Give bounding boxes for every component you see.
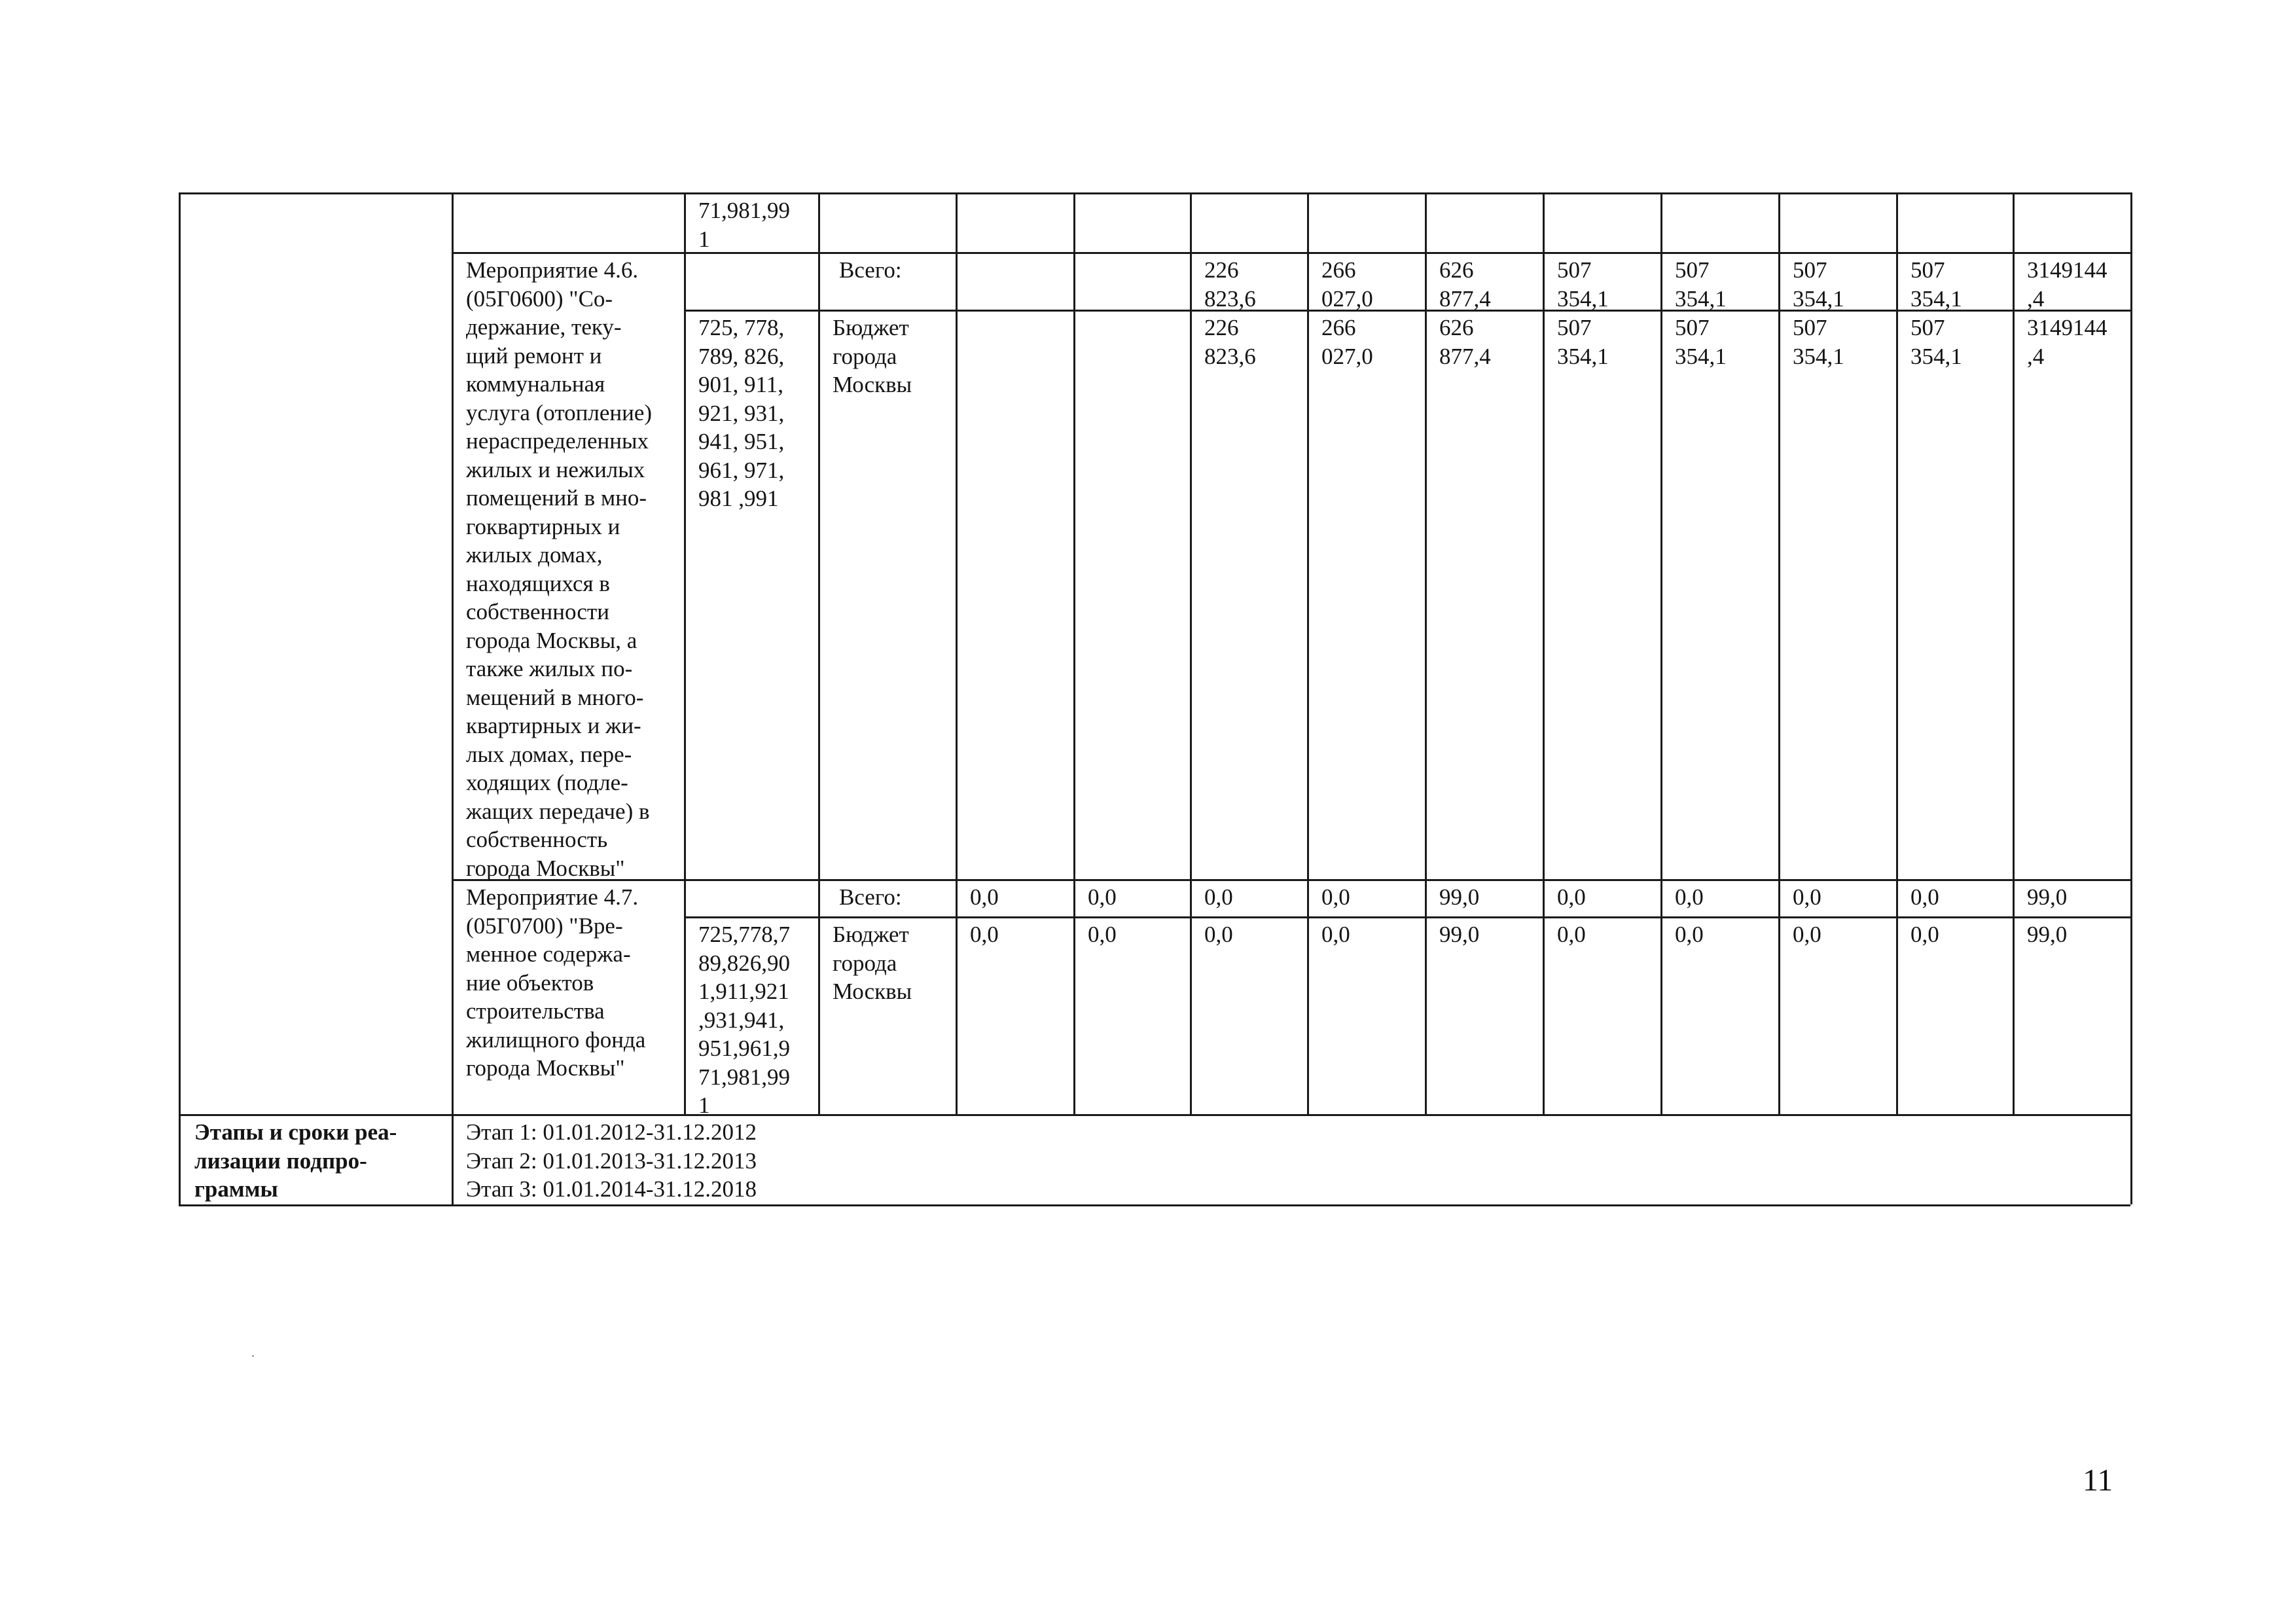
funding-source-label: Бюджет bbox=[833, 922, 909, 947]
measure-title-4-7: ние объектов bbox=[466, 969, 594, 996]
code-cell-text: 1 bbox=[698, 226, 710, 252]
measure-title-4-7: строительства bbox=[466, 998, 605, 1024]
page-number: 11 bbox=[2083, 1463, 2113, 1498]
measure-title-4-7: жилищного фонда bbox=[466, 1026, 646, 1053]
funding-value: ,4 bbox=[2027, 285, 2045, 312]
table-border-bottom bbox=[179, 1204, 2130, 1206]
row-rule bbox=[452, 879, 2130, 881]
funding-value: 0,0 bbox=[970, 884, 999, 910]
stage-item: Этап 3: 01.01.2014-31.12.2018 bbox=[466, 1176, 757, 1202]
code-cell-text: 725, 778, bbox=[698, 315, 785, 340]
funding-value: 354,1 bbox=[1910, 343, 1962, 369]
funding-value: 99,0 bbox=[1439, 884, 1480, 910]
column-rule bbox=[684, 192, 686, 1114]
measure-title-4-6: коммунальная bbox=[466, 371, 605, 397]
code-cell-text: 725,778,7 bbox=[698, 922, 790, 947]
funding-value: 354,1 bbox=[1557, 343, 1609, 369]
funding-value: 99,0 bbox=[1439, 922, 1480, 947]
funding-source-label: Всего: bbox=[839, 257, 902, 283]
column-rule bbox=[1660, 192, 1662, 1114]
column-rule bbox=[1307, 192, 1309, 1114]
code-cell-text: 1 bbox=[698, 1092, 710, 1118]
measure-title-4-6: города Москвы, а bbox=[466, 627, 637, 653]
funding-value: 0,0 bbox=[1321, 922, 1350, 947]
funding-value: 823,6 bbox=[1204, 343, 1256, 369]
measure-title-4-6: услуга (отопление) bbox=[466, 399, 653, 425]
funding-value: 507 bbox=[1557, 257, 1592, 283]
funding-value: 0,0 bbox=[1088, 922, 1117, 947]
table-border-top bbox=[179, 192, 2130, 194]
code-cell-text: 89,826,90 bbox=[698, 950, 790, 976]
funding-source-label: Всего: bbox=[839, 884, 902, 910]
stage-item: Этап 2: 01.01.2013-31.12.2013 bbox=[466, 1147, 757, 1174]
code-cell-text: 71,981,99 bbox=[698, 198, 790, 223]
funding-value: 354,1 bbox=[1675, 285, 1727, 312]
funding-value: 507 bbox=[1910, 257, 1945, 283]
measure-title-4-7: (05Г0700) "Вре- bbox=[466, 912, 623, 939]
funding-source-label: Москвы bbox=[833, 979, 912, 1004]
scan-speck bbox=[252, 1355, 254, 1357]
funding-value: 266 bbox=[1321, 315, 1356, 340]
measure-title-4-6: держание, теку- bbox=[466, 314, 622, 340]
code-cell-text: 951,961,9 bbox=[698, 1036, 790, 1061]
funding-value: 626 bbox=[1439, 315, 1474, 340]
measure-title-4-6: жилых и нежилых bbox=[466, 456, 645, 482]
column-rule bbox=[2013, 192, 2015, 1114]
funding-value: 507 bbox=[1675, 257, 1710, 283]
funding-value: 507 bbox=[1793, 315, 1827, 340]
measure-title-4-6: нераспределенных bbox=[466, 428, 649, 454]
measure-title-4-6: Мероприятие 4.6. bbox=[466, 257, 639, 283]
funding-value: 99,0 bbox=[2027, 884, 2068, 910]
stage-item: Этап 1: 01.01.2012-31.12.2012 bbox=[466, 1119, 757, 1145]
measure-title-4-7: Мероприятие 4.7. bbox=[466, 884, 639, 910]
column-rule bbox=[956, 192, 958, 1114]
funding-value: 027,0 bbox=[1321, 285, 1373, 312]
funding-value: 3149144 bbox=[2027, 257, 2108, 283]
code-cell-text: 1,911,921 bbox=[698, 979, 789, 1004]
code-cell-text: 789, 826, bbox=[698, 343, 785, 369]
code-cell-text: 921, 931, bbox=[698, 400, 785, 426]
funding-value: 266 bbox=[1321, 257, 1356, 283]
column-rule bbox=[1073, 192, 1075, 1114]
funding-value: 354,1 bbox=[1675, 343, 1727, 369]
funding-value: 823,6 bbox=[1204, 285, 1256, 312]
measure-title-4-7: города Москвы" bbox=[466, 1055, 625, 1081]
funding-source-label: Москвы bbox=[833, 372, 912, 397]
measure-title-4-6: гоквартирных и bbox=[466, 513, 620, 539]
funding-value: 0,0 bbox=[1910, 922, 1939, 947]
measure-title-4-6: помещений в мно- bbox=[466, 485, 647, 511]
funding-value: 226 bbox=[1204, 315, 1239, 340]
column-rule bbox=[818, 192, 820, 1114]
measure-title-4-6: лых домах, пере- bbox=[466, 741, 632, 767]
funding-value: 354,1 bbox=[1557, 285, 1609, 312]
column-rule bbox=[1190, 192, 1192, 1114]
funding-value: 226 bbox=[1204, 257, 1239, 283]
funding-value: 3149144 bbox=[2027, 315, 2108, 340]
column-rule bbox=[1778, 192, 1780, 1114]
code-cell-text: 981 ,991 bbox=[698, 486, 779, 511]
measure-title-4-6: также жилых по- bbox=[466, 656, 633, 681]
measure-title-4-6: ходящих (подле- bbox=[466, 770, 628, 795]
funding-value: 507 bbox=[1910, 315, 1945, 340]
column-rule bbox=[1896, 192, 1898, 1114]
column-rule bbox=[1543, 192, 1545, 1114]
funding-value: 0,0 bbox=[1557, 922, 1586, 947]
code-cell-text: 901, 911, bbox=[698, 372, 783, 397]
measure-title-4-6: собственности bbox=[466, 599, 609, 624]
measure-title-4-6: города Москвы" bbox=[466, 855, 625, 881]
funding-value: 0,0 bbox=[1675, 922, 1704, 947]
code-cell-text: 71,981,99 bbox=[698, 1064, 790, 1090]
code-cell-text: 961, 971, bbox=[698, 457, 785, 483]
funding-value: 507 bbox=[1675, 315, 1710, 340]
funding-value: 877,4 bbox=[1439, 285, 1491, 312]
funding-value: 0,0 bbox=[1321, 884, 1350, 910]
funding-value: 0,0 bbox=[1088, 884, 1117, 910]
measure-title-4-6: жащих передаче) в bbox=[466, 798, 650, 824]
column-rule bbox=[452, 192, 454, 1204]
measure-title-4-6: находящихся в bbox=[466, 570, 610, 596]
code-cell-text: 941, 951, bbox=[698, 429, 785, 454]
funding-value: 626 bbox=[1439, 257, 1474, 283]
row-rule bbox=[179, 1114, 2130, 1116]
measure-title-4-6: квартирных и жи- bbox=[466, 713, 641, 738]
column-rule bbox=[1425, 192, 1427, 1114]
stages-label: граммы bbox=[194, 1176, 278, 1202]
funding-value: 877,4 bbox=[1439, 343, 1491, 369]
funding-value: ,4 bbox=[2027, 343, 2045, 369]
funding-value: 0,0 bbox=[1204, 922, 1233, 947]
measure-title-4-6: щий ремонт и bbox=[466, 342, 602, 369]
row-rule bbox=[684, 916, 2130, 918]
funding-source-label: города bbox=[833, 950, 897, 976]
funding-value: 0,0 bbox=[970, 922, 999, 947]
funding-value: 354,1 bbox=[1910, 285, 1962, 312]
table-border-right bbox=[2130, 192, 2132, 1204]
measure-title-4-6: жилых домах, bbox=[466, 542, 603, 568]
funding-value: 0,0 bbox=[1793, 922, 1821, 947]
funding-value: 507 bbox=[1557, 315, 1592, 340]
funding-value: 0,0 bbox=[1675, 884, 1704, 910]
funding-value: 354,1 bbox=[1793, 285, 1844, 312]
code-cell-text: ,931,941, bbox=[698, 1007, 785, 1033]
measure-title-4-6: мещений в много- bbox=[466, 684, 644, 710]
funding-value: 027,0 bbox=[1321, 343, 1373, 369]
table-border-left bbox=[179, 192, 181, 1204]
stages-label: лизации подпро- bbox=[194, 1147, 367, 1174]
funding-value: 507 bbox=[1793, 257, 1827, 283]
funding-value: 99,0 bbox=[2027, 922, 2068, 947]
funding-value: 0,0 bbox=[1557, 884, 1586, 910]
measure-title-4-7: менное содержа- bbox=[466, 941, 631, 967]
funding-value: 0,0 bbox=[1793, 884, 1821, 910]
funding-value: 0,0 bbox=[1204, 884, 1233, 910]
measure-title-4-6: собственность bbox=[466, 827, 608, 852]
funding-value: 0,0 bbox=[1910, 884, 1939, 910]
measure-title-4-6: (05Г0600) "Со- bbox=[466, 285, 613, 312]
funding-source-label: Бюджет bbox=[833, 315, 909, 340]
funding-value: 354,1 bbox=[1793, 343, 1844, 369]
stages-label: Этапы и сроки реа- bbox=[194, 1119, 397, 1145]
funding-source-label: города bbox=[833, 343, 897, 369]
